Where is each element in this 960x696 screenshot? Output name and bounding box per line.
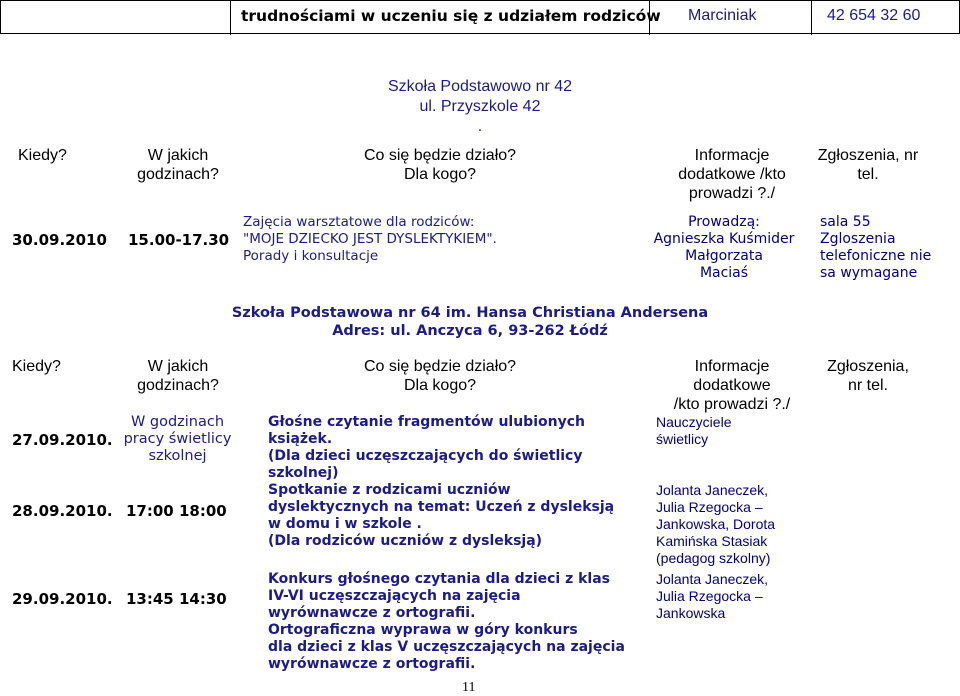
s1-header-what: Co się będzie działo? Dla kogo?: [363, 147, 517, 183]
s2-row1-what-line: (Dla dzieci uczęszczających do świetlicy: [268, 448, 583, 464]
s2-row1-time-line: szkolnej: [148, 448, 207, 464]
s1-row-register: [820, 214, 931, 282]
s1-info-line: Prowadzą:: [688, 214, 760, 230]
school2-header: [200, 304, 740, 340]
s2-row2-what-line: w domu i w szkole .: [268, 516, 422, 532]
s2-row2-info-line: Jankowska, Dorota: [656, 516, 776, 532]
s2-row3-what: [268, 571, 625, 673]
s1-header-info: Informacje dodatkowe /kto prowadzi ?./: [678, 147, 786, 202]
s1-register-line: sa wymagane: [820, 265, 918, 281]
s2-header-what: [350, 357, 530, 395]
s2-row2-info-line: Jolanta Janeczek,: [656, 482, 769, 498]
school1-name: Szkoła Podstawowo nr 42: [387, 78, 573, 95]
s2-row2-what-line: dyslektycznych na temat: Uczeń z dysleksją: [268, 499, 615, 515]
s1-row-what: [243, 214, 497, 265]
s2-what-line: Dla kogo?: [403, 377, 477, 394]
s2-row1-time-line: W godzinach: [130, 414, 225, 430]
s2-row3-what-line: Konkurs głośnego czytania dla dzieci z klas: [268, 571, 611, 587]
s1-what-line: Porady i konsultacje: [243, 248, 379, 264]
s1-info-line: Maciaś: [699, 265, 749, 281]
s2-info-line: Informacje: [694, 358, 770, 375]
s2-row3-info-line: Julia Rzegocka –: [656, 588, 763, 604]
top-phone: 42 654 32 60: [827, 7, 921, 24]
s2-row1-date: 27.09.2010.: [12, 431, 113, 449]
s2-row3-info: [656, 571, 768, 622]
s1-register-line: telefoniczne nie: [820, 248, 932, 264]
top-topic: trudnościami w uczeniu się z udziałem rodziców: [241, 7, 661, 25]
s2-row2-what-line: Spotkanie z rodzicami uczniów: [268, 482, 511, 498]
s2-row3-what-line: Ortograficzna wyprawa w góry konkurs: [268, 622, 578, 638]
s1-row-date: 30.09.2010: [12, 231, 107, 249]
s2-row2-info-line: Julia Rzegocka –: [656, 499, 763, 515]
school2-name: Szkoła Podstawowa nr 64 im. Hansa Christiana Andersena: [231, 305, 709, 321]
s2-row2-time: 17:00 18:00: [126, 502, 227, 520]
s2-row3-what-line: IV-VI uczęszczających na zajęcia: [268, 588, 521, 604]
s2-register-line: Zgłoszenia,: [827, 358, 909, 375]
s2-header-hours: [118, 357, 238, 395]
s2-row1-info: [656, 414, 731, 448]
s1-header-register: Zgłoszenia, nr tel.: [817, 147, 919, 183]
s2-row3-what-line: wyrównawcze z ortografii.: [268, 605, 476, 621]
s2-row3-info-line: Jolanta Janeczek,: [656, 571, 769, 587]
s1-register-line: Zgloszenia: [820, 231, 896, 247]
top-table-row: [0, 0, 960, 34]
s1-row-info: [644, 214, 804, 282]
s1-info-line: Małgorzata: [685, 248, 763, 264]
s2-register-line: nr tel.: [847, 377, 888, 394]
school1-dot: .: [477, 118, 483, 135]
school1-street: ul. Przyszkole 42: [419, 98, 541, 115]
top-leader: Marciniak: [688, 7, 757, 24]
s1-what-line: Zajęcia warsztatowe dla rodziców:: [243, 214, 475, 230]
s2-row2-what: [268, 482, 614, 550]
s2-header-register: [812, 357, 924, 395]
s2-row3-date: 29.09.2010.: [12, 590, 113, 608]
s1-row-time: 15.00-17.30: [128, 231, 230, 249]
s2-row1-what-line: szkolnej): [268, 465, 339, 481]
s2-row2-date: 28.09.2010.: [12, 502, 113, 520]
s2-row1-what-line: Głośne czytanie fragmentów ulubionych: [268, 414, 585, 430]
s2-row2-info: [656, 482, 775, 567]
s2-row1-time: [115, 414, 240, 465]
school2-address: Adres: ul. Anczyca 6, 93-262 Łódź: [332, 323, 608, 339]
s2-row1-time-line: pracy świetlicy: [123, 431, 232, 447]
s2-row1-info-line: Nauczyciele: [656, 414, 732, 430]
s2-row3-what-line: dla dzieci z klas V uczęszczających na zajęcia: [268, 639, 625, 655]
s1-what-line: "MOJE DZIECKO JEST DYSLEKTYKIEM".: [243, 231, 497, 247]
s2-header-when: Kiedy?: [12, 358, 61, 375]
s2-hours-line: W jakich: [147, 358, 209, 375]
s2-row2-info-line: Kamińska Stasiak: [656, 533, 768, 549]
s2-row2-what-line: (Dla rodziców uczniów z dysleksją): [268, 533, 543, 549]
s2-row1-what-line: książek.: [268, 431, 333, 447]
s2-row1-info-line: świetlicy: [656, 431, 709, 447]
s2-hours-line: godzinach?: [137, 377, 219, 394]
s1-info-line: Agnieszka Kuśmider: [653, 231, 795, 247]
s2-row3-info-line: Jankowska: [656, 605, 726, 621]
s2-what-line: Co się będzie działo?: [363, 358, 517, 375]
s1-header-when: Kiedy?: [18, 147, 67, 164]
s1-register-line: sala 55: [820, 214, 871, 230]
s2-info-line: dodatkowe: [693, 377, 771, 394]
school1-header: [300, 77, 660, 137]
s2-row3-time: 13:45 14:30: [126, 590, 227, 608]
s2-row3-what-line: wyrównawcze z ortografii.: [268, 656, 476, 672]
page-number: 11: [462, 680, 476, 695]
s2-row2-info-line: (pedagog szkolny): [656, 550, 771, 566]
s2-header-info: [662, 357, 802, 414]
s2-row1-what: [268, 414, 585, 482]
s1-header-hours: W jakich godzinach?: [137, 147, 219, 183]
s2-info-line: /kto prowadzi ?./: [673, 396, 791, 413]
